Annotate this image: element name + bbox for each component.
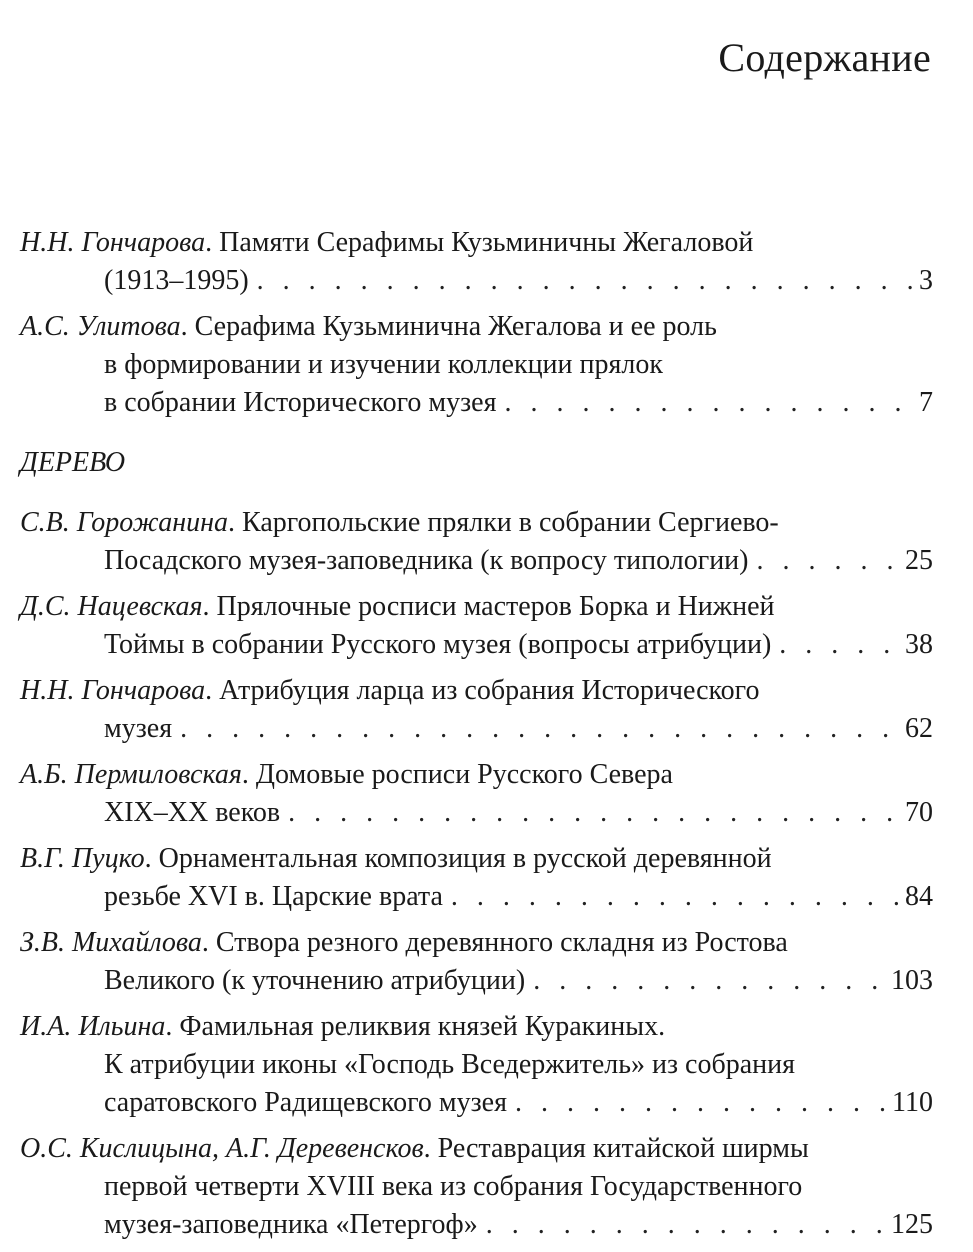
dot-leader xyxy=(288,794,901,832)
entry-author: Н.Н. Гончарова xyxy=(20,675,206,706)
entry-title: . Серафима Кузьминична Жегалова и ее роль xyxy=(180,311,717,342)
page-number: 38 xyxy=(905,629,933,660)
entry-title: . Домовые росписи Русского Севера xyxy=(241,759,673,790)
entry-title-end: музея-заповедника «Петергоф» xyxy=(104,1209,478,1240)
table-of-contents xyxy=(20,224,933,1252)
entry-title-end: резьбе XVI в. Царские врата xyxy=(104,881,443,912)
page-number: 84 xyxy=(905,881,933,912)
entry-author: И.А. Ильина xyxy=(20,1011,166,1042)
toc-entry[interactable] xyxy=(20,224,933,300)
toc-entry[interactable] xyxy=(20,1130,933,1244)
entry-author: З.В. Михайлова xyxy=(20,927,202,958)
toc-entry[interactable] xyxy=(20,588,933,664)
entry-title-end: в собрании Исторического музея xyxy=(104,387,497,418)
page-number: 103 xyxy=(891,965,933,996)
entry-title-cont: К атрибуции иконы «Господь Вседержитель» из собрания xyxy=(104,1049,795,1080)
section-heading: ДЕРЕВО xyxy=(20,447,126,478)
entry-title-end: Посадского музея-заповедника (к вопросу типологии) xyxy=(104,545,749,576)
entry-title: . Атрибуция ларца из собрания Исторического xyxy=(205,675,760,706)
entry-title-cont: первой четверти XVIII века из собрания Государственного xyxy=(104,1171,803,1202)
toc-entry[interactable] xyxy=(20,1008,933,1122)
toc-entry[interactable] xyxy=(20,308,933,422)
dot-leader xyxy=(504,384,915,422)
page-number: 7 xyxy=(919,387,933,418)
toc-entry[interactable] xyxy=(20,504,933,580)
entry-author: Д.С. Нацевская xyxy=(20,591,203,622)
entry-author: С.В. Горожанина xyxy=(20,507,229,538)
entry-title-end: музея xyxy=(104,713,173,744)
entry-title-end: саратовского Радищевского музея xyxy=(104,1087,507,1118)
entry-title: . Реставрация китайской ширмы xyxy=(423,1133,809,1164)
dot-leader xyxy=(180,710,901,748)
entry-author: О.С. Кислицына, А.Г. Деревенсков xyxy=(20,1133,424,1164)
page-number: 125 xyxy=(891,1209,933,1240)
dot-leader xyxy=(757,542,902,580)
dot-leader xyxy=(515,1084,888,1122)
dot-leader xyxy=(779,626,901,664)
entry-title: . Створа резного деревянного складня из Ростова xyxy=(201,927,788,958)
entry-title: . Фамильная реликвия князей Куракиных. xyxy=(165,1011,666,1042)
dot-leader xyxy=(486,1206,887,1244)
entry-title-end: XIX–XX веков xyxy=(104,797,281,828)
dot-leader xyxy=(451,878,901,916)
page-number: 62 xyxy=(905,713,933,744)
toc-entry[interactable] xyxy=(20,756,933,832)
page-number: 110 xyxy=(892,1087,933,1118)
toc-entry[interactable] xyxy=(20,840,933,916)
entry-title: . Каргопольские прялки в собрании Сергиево- xyxy=(228,507,779,538)
page-number: 3 xyxy=(919,265,933,296)
entry-title-end: Великого (к уточнению атрибуции) xyxy=(104,965,526,996)
page-number: 70 xyxy=(905,797,933,828)
dot-leader xyxy=(257,262,915,300)
page-title: Содержание xyxy=(718,35,931,80)
toc-entry[interactable] xyxy=(20,672,933,748)
entry-title: . Памяти Серафимы Кузьминичны Жегаловой xyxy=(205,227,754,258)
entry-author: Н.Н. Гончарова xyxy=(20,227,206,258)
entry-title-cont: в формировании и изучении коллекции прялок xyxy=(104,349,663,380)
entry-author: А.Б. Пермиловская xyxy=(20,759,242,790)
entry-title: . Орнаментальная композиция в русской деревянной xyxy=(144,843,772,874)
entry-author: А.С. Улитова xyxy=(20,311,181,342)
entry-author: В.Г. Пуцко xyxy=(20,843,145,874)
page-number: 25 xyxy=(905,545,933,576)
entry-title-end: Тоймы в собрании Русского музея (вопросы атрибуции) xyxy=(104,629,772,660)
entry-title: . Прялочные росписи мастеров Борка и Нижней xyxy=(202,591,775,622)
dot-leader xyxy=(533,962,887,1000)
toc-entry[interactable] xyxy=(20,924,933,1000)
entry-title-end: (1913–1995) xyxy=(104,265,249,296)
